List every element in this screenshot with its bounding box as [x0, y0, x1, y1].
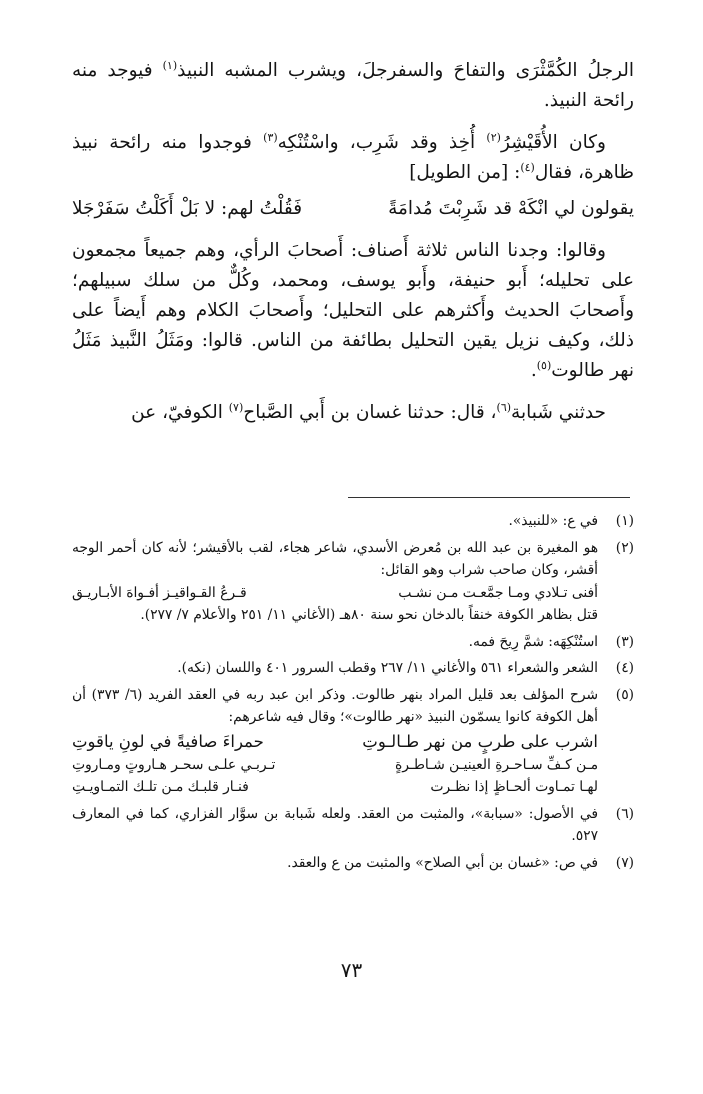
footnote-text: الشعر والشعراء ٥٦١ والأغاني ١١/ ٢٦٧ وقطب السرور ٤٠١ واللسان (نكه). — [177, 660, 598, 676]
footnote-5 — [72, 684, 634, 799]
paragraph-2 — [72, 128, 634, 188]
footnote-number: (٢) — [615, 539, 634, 556]
footnote-body — [72, 684, 598, 799]
footnote-ref-2: (٢) — [486, 130, 501, 144]
footnote-separator — [348, 497, 630, 498]
footnote-text: شرح المؤلف بعد قليل المراد بنهر طالوت. وذكر ابن عبد ربه في العقد الفريد (٦/ ٣٧٣) أن أهل الكوفة كانوا يسمّون النبيذ «نهر طالوت»؛ وقال فيه شاعرهم: — [72, 686, 598, 725]
footnote-text: هو المغيرة بن عبد الله بن مُعرض الأسدي، شاعر هجاء، لقب بالأقيشر؛ لأنه كان أحمر الوجه أقشر، وكان صاحب شراب وهو القائل: — [72, 539, 598, 578]
paragraph-1 — [72, 56, 634, 116]
footnote-number: (٣) — [615, 633, 634, 650]
paragraph-4-text-c: الكوفيّ، عن — [131, 402, 229, 423]
footnote-number: (٥) — [615, 686, 634, 703]
footnote-text: في ع: «للنبيذ». — [508, 513, 598, 529]
verse-second-hemistich: فنـار قلبـك مـن تلـك التمـاويـتِ — [72, 779, 249, 795]
footnote-text: في الأصول: «سبابة»، والمثبت من العقد. ولعله شَبابة بن سوَّار الفزاري، كما في المعارف ٥٢٧. — [72, 805, 598, 844]
paragraph-3 — [72, 236, 634, 386]
paragraph-2-text-d: : — [508, 162, 521, 183]
footnote-text: قتل بظاهر الكوفة خنقاً بالدخان نحو سنة ٨٠هـ (الأغاني ١١/ ٢٥١ والأعلام ٧/ ٢٧٧). — [140, 607, 598, 623]
footnote-number: (٧) — [615, 854, 634, 871]
paragraph-3-tail: . — [530, 360, 537, 381]
footnote-number: (٦) — [615, 805, 634, 822]
paragraph-4-text-a: حدثني شَبابة — [511, 402, 606, 423]
paragraph-2-text-a: وكان الأُقَيْشِرُ — [500, 132, 606, 153]
footnote-ref-3: (٣) — [263, 130, 278, 144]
footnote-ref-7: (٧) — [228, 400, 244, 414]
paragraph-4 — [72, 398, 634, 428]
paragraph-3-text: وقالوا: وجدنا الناس ثلاثة أَصناف: أَصحابَ الرأي، وهم جميعاً مجمعون على تحليله؛ أَبو حنيفة، وأَبو يوسف، ومحمد، وكُلٌّ من سلك سبيلهم؛ وأَصحابَ الحديث وأَكثرهم على التحليل؛ وأَصحابَ الكلام وهم أَيضاً على ذلك، وكيف نزيل يقين التحليل بطائفة من الناس. قالوا: ومَثَلُ النَّبيذ مَثَلُ نهر طالوت — [72, 240, 634, 381]
poem-verse — [72, 194, 634, 224]
footnote-1 — [72, 510, 634, 533]
footnote-verse-2 — [72, 754, 598, 777]
footnote-7 — [72, 852, 634, 875]
verse-second-hemistich: فَقُلْتُ لهم: لا بَلْ أَكَلْتُ سَفَرْجَلا — [72, 198, 303, 219]
footnote-ref-1: (١) — [162, 58, 178, 72]
footnote-body — [72, 537, 598, 627]
verse-first-hemistich: أفنى تـلادي ومـا جمَّعـت مـن نشـب — [398, 584, 598, 601]
verse-second-hemistich: حمراءَ صافيةً في لونِ ياقوتِ — [72, 731, 264, 751]
verse-first-hemistich: لهـا تمـاوت ألحـاظٍ إذا نظـرت — [430, 779, 598, 795]
footnote-ref-6: (٦) — [496, 400, 512, 414]
footnote-4 — [72, 657, 634, 680]
footnote-number: (٤) — [615, 660, 634, 676]
footnote-number: (١) — [615, 513, 634, 529]
footnote-text: استُنْكِهَه: شمَّ رِيحَ فمه. — [468, 633, 598, 650]
paragraph-2-text-b: أُخِذ وقد شَرِب، واسْتُنْكِه — [277, 132, 487, 153]
footnote-2 — [72, 537, 634, 627]
main-text — [72, 56, 634, 428]
footnote-verse — [72, 582, 598, 605]
footnote-ref-5: (٥) — [536, 358, 552, 372]
verse-second-hemistich: قـرعُ القـواقيـز أفـواهَ الأبـاريـق — [72, 584, 247, 601]
meter-label: [من الطويل] — [409, 162, 509, 183]
footnotes — [72, 510, 634, 878]
verse-second-hemistich: تـربـي علـى سحـر هـاروتٍ ومـاروتِ — [72, 756, 276, 773]
footnote-6 — [72, 803, 634, 848]
paragraph-1-tail: فيوجد منه رائحة النبيذ. — [72, 60, 634, 111]
footnote-text: في ص: «غسان بن أبي الصلاح» والمثبت من ع والعقد. — [287, 854, 598, 871]
verse-first-hemistich: مـن كـفِّ سـاحـرةِ العينيـن شـاطـرةٍ — [395, 756, 598, 773]
paragraph-2-text-c: فوجدوا منه رائحة نبيذ ظاهرة، فقال — [72, 132, 634, 183]
footnote-verse-3 — [72, 776, 598, 799]
paragraph-1-text: الرجلُ الكُمَّثْرَى والتفاحَ والسفرجلَ، ويشرب المشبه النبيذ — [177, 60, 634, 81]
verse-first-hemistich: يقولون لي انْكَهْ قد شَرِبْتَ مُدامَةً — [388, 198, 634, 219]
paragraph-4-text-b: ، قال: حدثنا غسان بن أَبي الصَّباح — [243, 402, 497, 423]
footnote-3 — [72, 631, 634, 654]
page-number: ٧٣ — [340, 958, 363, 982]
footnote-verse-1 — [72, 729, 598, 754]
verse-first-hemistich: اشرب على طربٍ من نهر طـالـوتِ — [362, 731, 598, 751]
footnote-ref-4: (٤) — [520, 160, 535, 174]
